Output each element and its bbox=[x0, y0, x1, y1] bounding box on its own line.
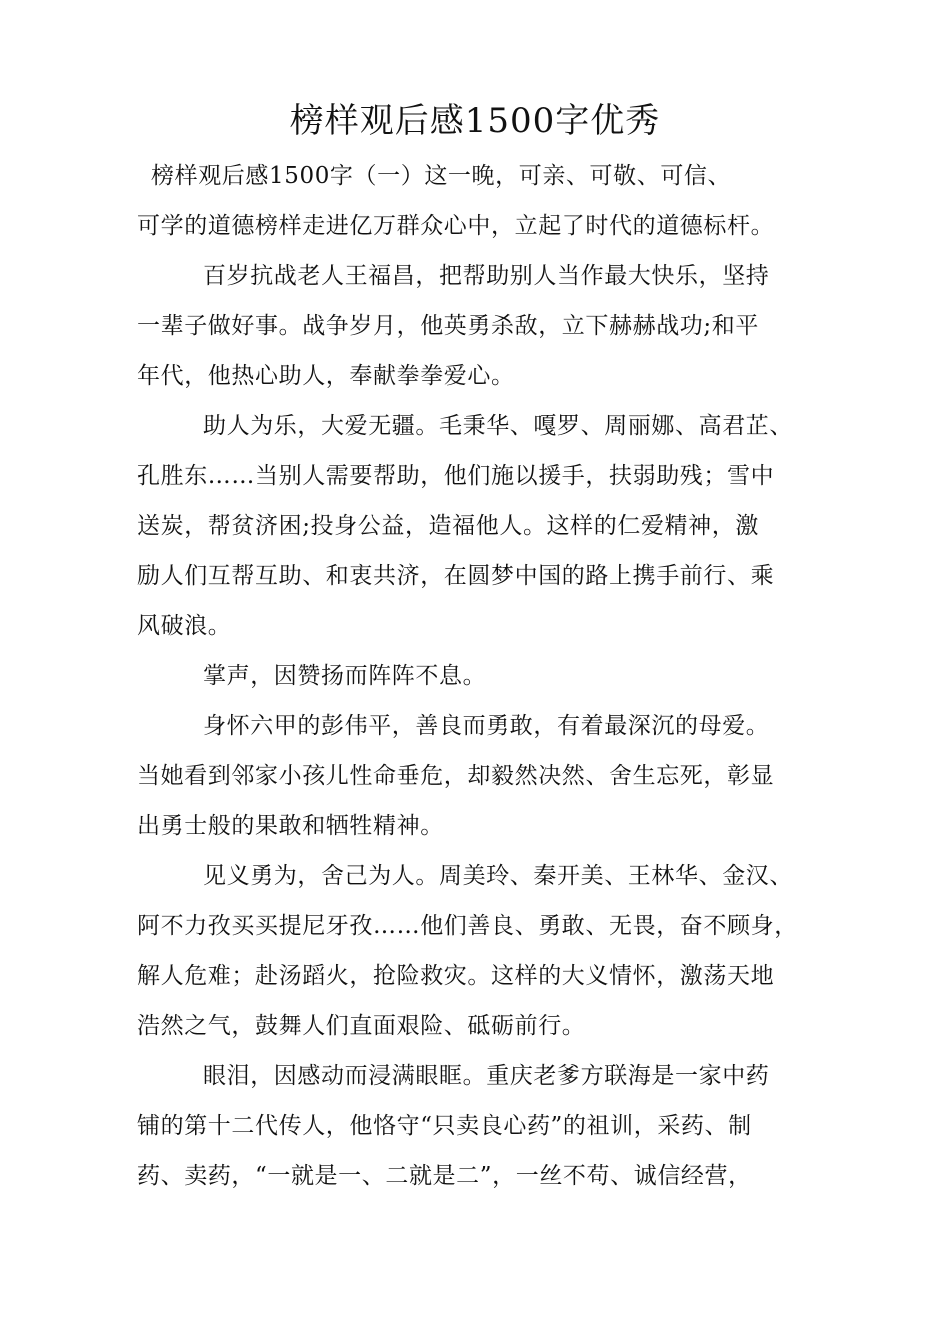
text-line: 可学的道德榜样走进亿万群众心中，立起了时代的道德标杆。 bbox=[137, 213, 775, 239]
text-line: 解人危难；赴汤蹈火，抢险救灾。这样的大义情怀，激荡天地 bbox=[137, 963, 775, 989]
text-line: 助人为乐，大爱无疆。毛秉华、嘎罗、周丽娜、高君芷、 bbox=[203, 413, 793, 439]
text-line: 榜样观后感1500字（一）这一晚，可亲、可敬、可信、 bbox=[151, 163, 732, 189]
text-line: 孔胜东……当别人需要帮助，他们施以援手，扶弱助残；雪中 bbox=[137, 463, 775, 489]
text-line: 百岁抗战老人王福昌，把帮助别人当作最大快乐，坚持 bbox=[203, 263, 770, 289]
text-line: 见义勇为，舍己为人。周美玲、秦开美、王林华、金汉、 bbox=[203, 863, 793, 889]
text-line: 一辈子做好事。战争岁月，他英勇杀敌，立下赫赫战功;和平 bbox=[137, 313, 759, 339]
text-line: 掌声，因赞扬而阵阵不息。 bbox=[203, 663, 487, 689]
text-line: 当她看到邻家小孩儿性命垂危，却毅然决然、舍生忘死，彰显 bbox=[137, 763, 775, 789]
document-body bbox=[137, 151, 837, 1201]
text-line: 身怀六甲的彭伟平，善良而勇敢，有着最深沉的母爱。 bbox=[203, 713, 770, 739]
text-line: 药、卖药，“一就是一、二就是二”，一丝不苟、诚信经营， bbox=[137, 1163, 752, 1189]
text-line: 年代，他热心助人，奉献拳拳爱心。 bbox=[137, 363, 515, 389]
text-line: 眼泪，因感动而浸满眼眶。重庆老爹方联海是一家中药 bbox=[203, 1063, 770, 1089]
text-line: 励人们互帮互助、和衷共济，在圆梦中国的路上携手前行、乘 bbox=[137, 563, 775, 589]
text-line: 风破浪。 bbox=[137, 613, 232, 639]
text-line: 浩然之气，鼓舞人们直面艰险、砥砺前行。 bbox=[137, 1013, 586, 1039]
text-line: 阿不力孜买买提尼牙孜……他们善良、勇敢、无畏，奋不顾身， bbox=[137, 913, 798, 939]
document-title: 榜样观后感1500字优秀 bbox=[289, 101, 661, 141]
text-line: 送炭，帮贫济困;投身公益，造福他人。这样的仁爱精神，激 bbox=[137, 513, 759, 539]
text-line: 铺的第十二代传人，他恪守“只卖良心药”的祖训，采药、制 bbox=[137, 1113, 752, 1139]
text-line: 出勇士般的果敢和牺牲精神。 bbox=[137, 813, 444, 839]
